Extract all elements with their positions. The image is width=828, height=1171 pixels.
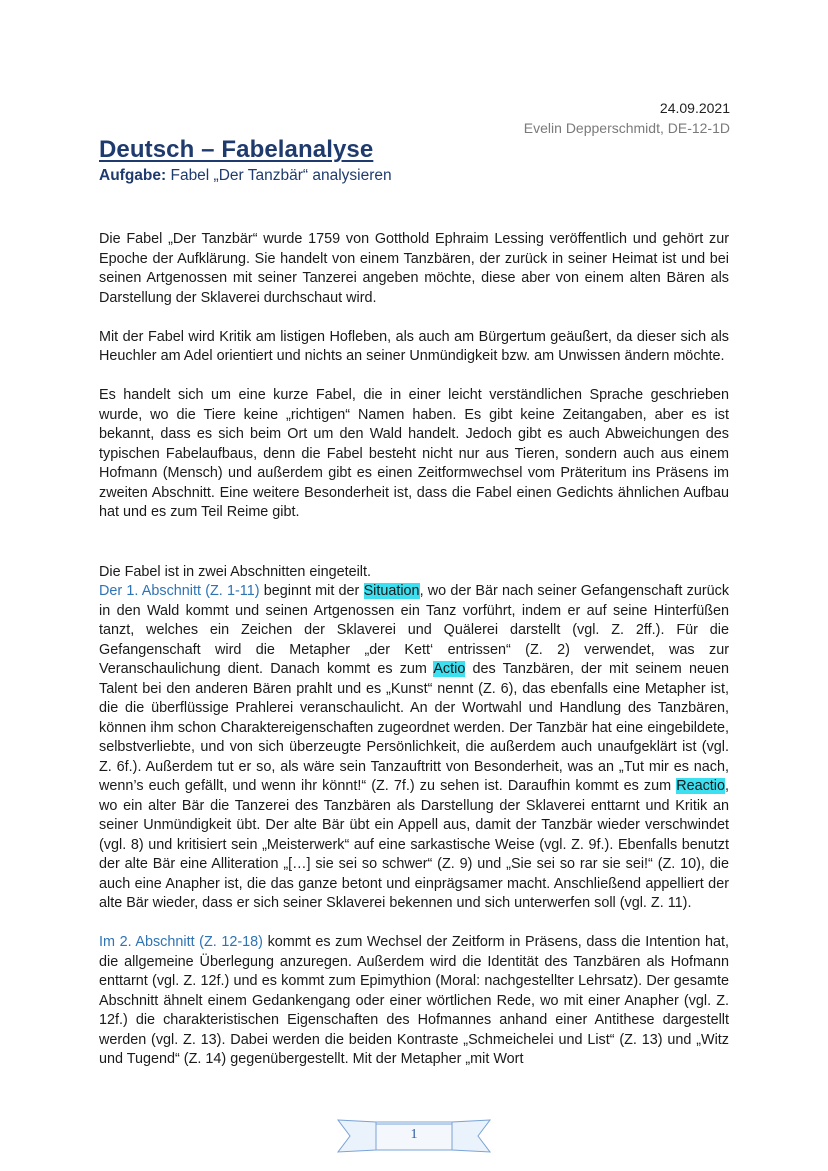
- paragraph-intro: Die Fabel „Der Tanzbär“ wurde 1759 von Gotthold Ephraim Lessing veröffentlich und gehört zur Epoche der Aufklärung. Sie handelt von einem Tanzbären, der zurück in seiner Heimat ist und bei seinen Artgenossen mit seiner Tanzerei angeben möchte, diese aber von einem alten Bären als Darstellung der Sklaverei durchschaut wird.: [99, 231, 729, 306]
- section-1-text-b: , wo der Bär nach seiner Gefangenschaft zurück in den Wald kommt und seinen Artgenossen ein Tanz vorführt, indem er auf seine Hinterfüßen tanzt, welches ein Zeichen der Sklaverei und Quälerei darstellt (vgl. Z. 2ff.). Für die Gefangenschaft wird die Metapher „der Kett‘ entrissen“ (Z. 2) verwendet, was zur Veranschaulichung dient. Danach kommt es zum: [99, 583, 730, 677]
- paragraph-section-2: [99, 933, 729, 1070]
- section-1-text-a: beginnt mit der: [259, 583, 364, 599]
- task-text: Fabel „Der Tanzbär“ analysieren: [166, 167, 392, 184]
- section-2-reference: Im 2. Abschnitt (Z. 12-18): [99, 934, 263, 950]
- section-1-reference: Der 1. Abschnitt (Z. 1-11): [99, 583, 260, 599]
- page-number: 1: [410, 1127, 418, 1142]
- highlight-actio: Actio: [433, 661, 466, 677]
- document-body: [99, 230, 729, 1089]
- paragraph-criticism: Mit der Fabel wird Kritik am listigen Hofleben, als auch am Bürgertum geäußert, da dieser sich als Heuchler am Adel orientiert und nichts an seiner Unmündigkeit bzw. am Unwissen ändern möchte.: [99, 328, 729, 364]
- section-1-text-d: , wo ein alter Bär die Tanzerei des Tanzbären als Darstellung der Sklaverei enttarnt und Kritik an seiner Unmündigkeit übt. Der alte Bär übt ein Appell aus, damit der Tanzbär wieder verschwindet (vgl. 8) und kritisiert sein „Meisterwerk“ auf eine sarkastische Weise (vgl. Z. 9f.). Ebenfalls benutzt der alte Bär eine Alliteration „[…] sie sei so schwer“ (Z. 9) und „Sie sei so rar sie sei!“ (Z. 10), die auch eine Anapher ist, die das ganze betont und einprägsamer macht. Anschließend appelliert der alte Bär wieder, dass er sich seiner Sklaverei bekennen und sich unterwerfen soll (vgl. Z. 11).: [99, 778, 729, 911]
- section-2-text: kommt es zum Wechsel der Zeitform in Präsens, dass die Intention hat, die allgemeine Überlegung anzuregen. Außerdem wird die Identität des Tanzbären als Hofmann enttarnt (vgl. Z. 12f.) und es kommt zum Epimythion (Moral: nachgestellter Lehrsatz). Der gesamte Abschnitt ähnelt einem Gedankengang oder einer wörtlichen Rede, wo mit einer Anapher (vgl. Z. 12f.) die charakteristischen Eigenschaften des Hofmannes anhand einer Antithese dargestellt werden (vgl. Z. 13). Dabei werden die beiden Kontraste „Schmeichelei und List“ (Z. 13) und „Witz und Tugend“ (Z. 14) gegenübergestellt. Mit der Metapher „mit Wort: [99, 934, 730, 1067]
- task-label: Aufgabe:: [99, 167, 167, 184]
- task-line: [99, 167, 392, 185]
- paragraph-form: Es handelt sich um eine kurze Fabel, die in einer leicht verständlichen Sprache geschrieben wurde, wo die Tiere keine „richtigen“ Namen haben. Es gibt keine Zeitangaben, aber es ist bekannt, dass es sich beim Ort um den Wald handelt. Jedoch gibt es auch Abweichungen des typischen Fabelaufbaus, denn die Fabel besteht nicht nur aus Tieren, sondern auch aus einem Hofmann (Mensch) und außerdem gibt es einen Zeitformwechsel vom Präteritum ins Präsens im zweiten Abschnitt. Eine weitere Besonderheit ist, dass die Fabel einen Gedichts ähnlichen Aufbau hat und es zum Teil Reime gibt.: [99, 387, 729, 520]
- document-header: [524, 98, 730, 138]
- section-1-text-c: des Tanzbären, der mit seinem neuen Talent bei den anderen Bären prahlt und es „Kunst“ nennt (Z. 6), das ebenfalls eine Metapher ist, die die überflüssige Prahlerei veranschaulicht. An der Wortwahl und Handlung des Tanzbären, können ihm schon Charaktereigenschaften zugeordnet werden. Der Tanzbär hat eine eingebildete, selbstverliebte, und von sich überzeugte Persönlichkeit, die außerdem auch unaufgeklärt ist (vgl. Z. 6f.). Außerdem tut er so, als wäre sein Tanzauftritt von Besonderheit, was an „Tut mir es nach, wenn’s euch gefällt, und wenn ihr könnt!“ (Z. 7f.) zu sehen ist. Daraufhin kommt es zum: [99, 661, 729, 794]
- sections-intro: Die Fabel ist in zwei Abschnitten eingeteilt.: [99, 563, 371, 580]
- header-date: 24.09.2021: [659, 100, 730, 116]
- highlight-reactio: Reactio: [676, 778, 725, 794]
- paragraph-section-1: [99, 563, 729, 914]
- page-number-footer: [336, 1116, 492, 1156]
- header-author: Evelin Depperschmidt, DE-12-1D: [523, 120, 730, 136]
- document-title: Deutsch – Fabelanalyse: [99, 136, 374, 163]
- highlight-situation: Situation: [363, 583, 420, 599]
